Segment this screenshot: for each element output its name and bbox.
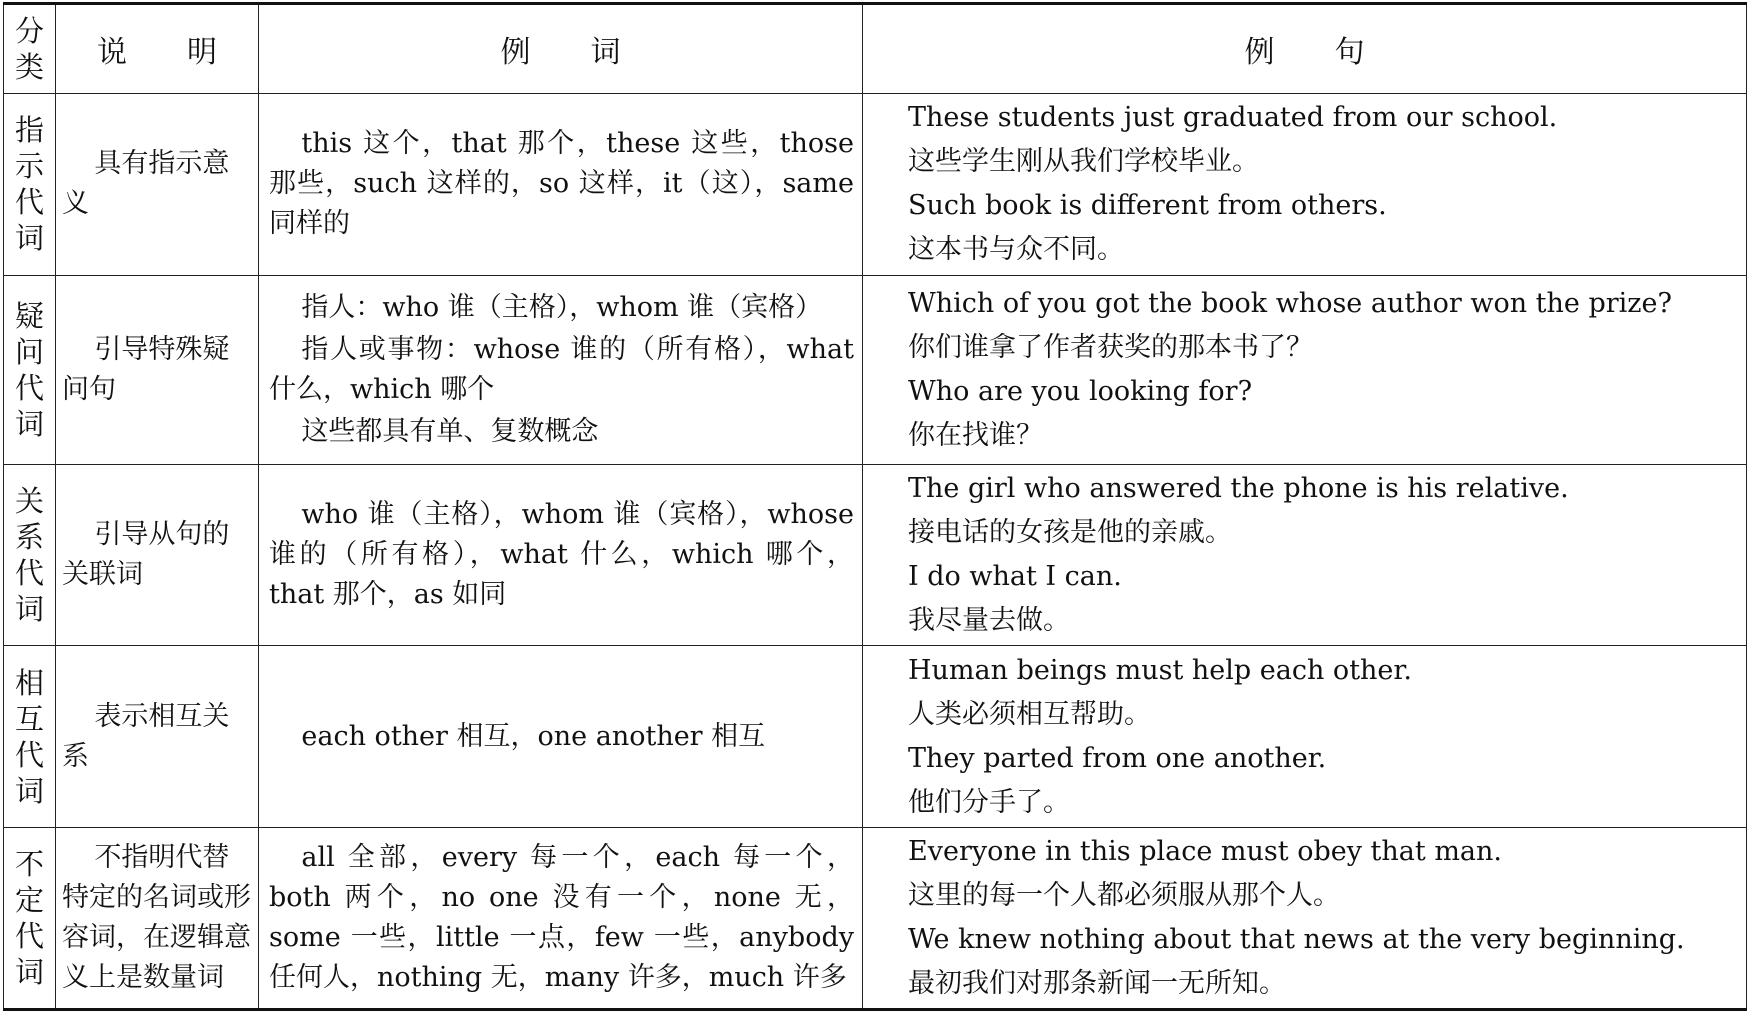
examples-cell: this 这个，that 那个，these 这些，those 那些，such 这样的，so 这样，it（这），same 同样的 — [259, 94, 863, 276]
header-description: 说 明 — [56, 4, 259, 94]
sentences-cell: Human beings must help each other. 人类必须相互帮助。 They parted from one another. 他们分手了。 — [863, 646, 1747, 828]
header-sentences: 例 句 — [863, 4, 1747, 94]
sentences-cell: Everyone in this place must obey that man. 这里的每一个人都必须服从那个人。 We knew nothing about that news at the very beginning. 最初我们对那条新闻一无所知。 — [863, 828, 1747, 1010]
category-cell: 相 互 代 词 — [4, 646, 56, 828]
sentences-cell: These students just graduated from our school. 这些学生刚从我们学校毕业。 Such book is different from others. 这本书与众不同。 — [863, 94, 1747, 276]
description-cell: 引导特殊疑问句 — [56, 275, 259, 464]
description-cell: 不指明代替特定的名词或形容词，在逻辑意义上是数量词 — [56, 828, 259, 1010]
sentences-cell: Which of you got the book whose author won the prize? 你们谁拿了作者获奖的那本书了？ Who are you looking for? 你在找谁？ — [863, 275, 1747, 464]
table-row — [4, 464, 1747, 646]
pronoun-table — [3, 2, 1747, 1011]
header-examples: 例 词 — [259, 4, 863, 94]
sentences-cell: The girl who answered the phone is his relative. 接电话的女孩是他的亲戚。 I do what I can. 我尽量去做。 — [863, 464, 1747, 646]
examples-cell: 指人：who 谁（主格），whom 谁（宾格） 指人或事物：whose 谁的（所有格），what 什么，which 哪个 这些都具有单、复数概念 — [259, 275, 863, 464]
description-cell: 引导从句的关联词 — [56, 464, 259, 646]
header-row — [4, 4, 1747, 94]
examples-cell: who 谁（主格），whom 谁（宾格），whose 谁的（所有格），what 什么，which 哪个，that 那个，as 如同 — [259, 464, 863, 646]
table-row — [4, 94, 1747, 276]
header-category: 分 类 — [4, 4, 56, 94]
description-cell: 表示相互关系 — [56, 646, 259, 828]
category-cell: 不 定 代 词 — [4, 828, 56, 1010]
table-row — [4, 275, 1747, 464]
category-cell: 指 示 代 词 — [4, 94, 56, 276]
table-row — [4, 828, 1747, 1010]
table-row — [4, 646, 1747, 828]
description-cell: 具有指示意义 — [56, 94, 259, 276]
category-cell: 关 系 代 词 — [4, 464, 56, 646]
examples-cell: each other 相互，one another 相互 — [259, 646, 863, 828]
examples-cell: all 全部，every 每一个，each 每一个，both 两个，no one 没有一个，none 无，some 一些，little 一点，few 一些，anybody 任何人，nothing 无，many 许多，much 许多 — [259, 828, 863, 1010]
category-cell: 疑 问 代 词 — [4, 275, 56, 464]
